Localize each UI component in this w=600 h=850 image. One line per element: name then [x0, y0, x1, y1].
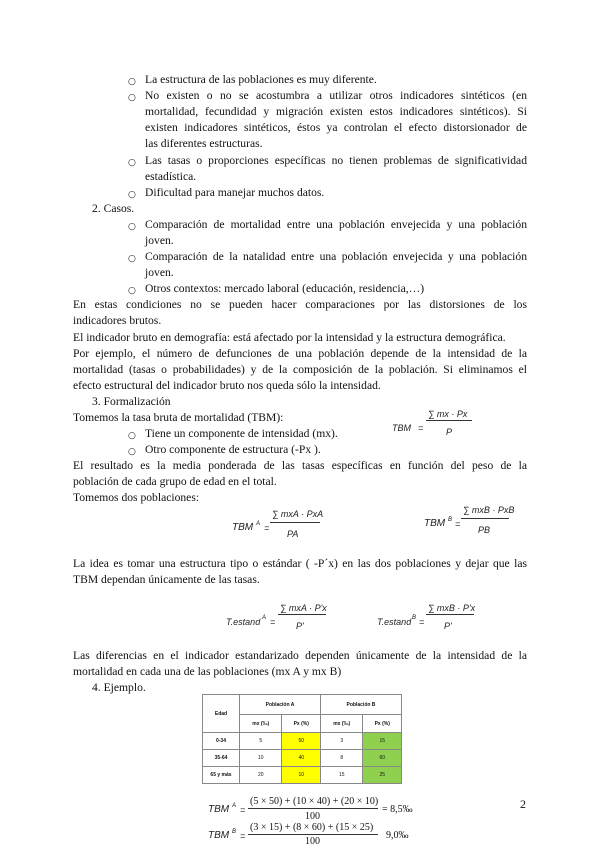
fraction-bar: [270, 522, 320, 523]
bullet-circle-icon: ○: [128, 158, 136, 168]
cell-pa: 50: [282, 733, 321, 750]
paragraph-line: efecto estructural del indicador bruto nos queda sólo la intensidad.: [73, 379, 381, 392]
cell-mb: 8: [320, 750, 362, 767]
paragraph-line: Las diferencias en el indicador estandarizado dependen únicamente de la intensidad de la: [73, 649, 527, 662]
bullet-text: las diferentes estructuras.: [145, 137, 263, 150]
cell-edad: 65 y más: [203, 767, 240, 784]
bullet-circle-icon: ○: [128, 222, 136, 232]
bullet-text: No existen o no se acostumbra a utilizar otros indicadores sintéticos (en: [145, 89, 527, 102]
fraction-bar: [426, 614, 474, 615]
bullet-circle-icon: ○: [128, 431, 136, 441]
bullet-circle-icon: ○: [128, 93, 136, 103]
cell-pa: 40: [282, 750, 321, 767]
bullet-circle-icon: ○: [128, 190, 136, 200]
bullet-text: Otros contextos: mercado laboral (educación, residencia,…): [145, 282, 425, 295]
bullet-text: joven.: [145, 266, 174, 279]
paragraph-line: El indicador bruto en demografía: está afectado por la intensidad y la estructura demográfica.: [73, 331, 506, 344]
bullet-text: existen indicadores sintéticos, éstos ya controlan el efecto distorsionador de: [145, 121, 527, 134]
fraction-bar: [278, 614, 326, 615]
paragraph-line: indicadores brutos.: [73, 314, 162, 327]
page-number: 2: [520, 797, 526, 811]
cell-ma: 5: [240, 733, 282, 750]
cell-pb: 60: [363, 750, 402, 767]
section-heading-casos: 2. Casos.: [92, 202, 135, 215]
bullet-text: La estructura de las poblaciones es muy diferente.: [145, 73, 377, 86]
subheader-mx-b: mx (‰): [320, 715, 362, 733]
section-heading-formalizacion: 3. Formalización: [92, 395, 171, 408]
cell-ma: 20: [240, 767, 282, 784]
bullet-text: joven.: [145, 234, 174, 247]
header-edad: Edad: [203, 695, 240, 733]
subheader-mx-a: mx (‰): [240, 715, 282, 733]
bullet-text: mortalidad, fecundidad y migración existen estos indicadores sintéticos). Si: [145, 105, 527, 118]
table-row: [203, 750, 402, 767]
paragraph-line: Tomemos la tasa bruta de mortalidad (TBM):: [73, 411, 284, 424]
subheader-px-b: Px (%): [363, 715, 402, 733]
bullet-circle-icon: ○: [128, 286, 136, 296]
paragraph-line: población de cada grupo de edad en el total.: [73, 475, 277, 488]
bullet-text: estadística.: [145, 170, 197, 183]
bullet-text: Comparación de la natalidad entre una población envejecida y una población: [145, 250, 527, 263]
bullet-text: Dificultad para manejar muchos datos.: [145, 186, 325, 199]
cell-mb: 3: [320, 733, 362, 750]
subheader-px-a: Px (%): [282, 715, 321, 733]
cell-pb: 15: [363, 733, 402, 750]
paragraph-line: En estas condiciones no se pueden hacer comparaciones por las distorsiones de los: [73, 298, 527, 311]
paragraph-line: mortalidad (tasas o probabilidades) y de la composición de la población. Si eliminamos el: [73, 363, 527, 376]
bullet-circle-icon: ○: [128, 447, 136, 457]
paragraph-line: La idea es tomar una estructura tipo o estándar ( -P´x) en las dos poblaciones y dejar que las: [73, 557, 527, 570]
section-heading-ejemplo: 4. Ejemplo.: [92, 681, 146, 694]
cell-pb: 25: [363, 767, 402, 784]
paragraph-line: El resultado es la media ponderada de las tasas específicas en función del peso de la: [73, 459, 527, 472]
bullet-text: Las tasas o proporciones específicas no tienen problemas de significatividad: [145, 154, 527, 167]
paragraph-line: TBM dependan únicamente de las tasas.: [73, 573, 260, 586]
bullet-text: Comparación de mortalidad entre una población envejecida y una población: [145, 218, 527, 231]
cell-pa: 10: [282, 767, 321, 784]
header-poblacion-b: Población B: [320, 695, 401, 715]
cell-edad: 35-64: [203, 750, 240, 767]
cell-edad: 0-34: [203, 733, 240, 750]
document-page: ○ La estructura de las poblaciones es muy diferente. ○ No existen o no se acostumbra a utilizar otros indicadores sintéticos (en mortalidad, fecundidad y migración existen estos indicadores sintéticos). Si existen indicadores sintéticos, éstos ya controlan el efecto distorsionador de las diferentes estructuras. ○ Las tasas o proporciones específicas no tienen problemas de significatividad estadística. ○ Dificultad para manejar muchos datos. 2. Casos. ○ Comparación de mortalidad entre una población envejecida y una población joven. ○ Comparación de la natalidad entre una población envejecida y una población joven. ○ Otros contextos: mercado laboral (educación, residencia,…) En estas condiciones no se pueden hacer comparaciones por las distorsiones de los indicadores brutos. El indicador bruto en demografía: está afectado por la intensidad y la estructura demográfica. Por ejemplo, el número de defunciones de una población depende de la intensidad de la mortalidad (tasas o probabilidades) y de la composición de la población. Si eliminamos el efecto estructural del indicador bruto nos queda sólo la intensidad. 3. Formalización Tomemos la tasa bruta de mortalidad (TBM): ○ Tiene un componente de intensidad (mx). ○ Otro componente de estructura (-Px ). TBM = ∑ mx · Px P El resultado es la media ponderada de las tasas específicas en función del peso de la población de cada grupo de edad en el total. Tomemos dos poblaciones: TBM A = ∑ mxA · PxA PA TBM B = ∑ mxB · PxB PB La idea es tomar una estructura tipo o estándar ( -P´x) en las dos poblaciones y dejar que las TBM dependan únicamente de las tasas. T.estand A = ∑ mxA · P'x P' T.estand B = ∑ mxB · P'x P' Las diferencias en el indicador estandarizado dependen únicamente de la intensidad de la mortalidad en cada una de las poblaciones (mx A y mx B) 4. Ejemplo. Edad Población A Población B mx (‰) Px (%) mx (‰) Px (%) 0-34 5 50 3 15 35-64 10 40 8 60 65 y más 20 10 15 25 TBM A = (5 × 50) + (10 × 40) + (20 × 10) 100 = 8,5‰ TBM B = (3 × 15) + (8 × 60) + (15 × 25) 100 9,0‰ 2: [73, 73, 527, 847]
table-row: [203, 767, 402, 784]
header-poblacion-a: Población A: [240, 695, 321, 715]
paragraph-line: Tomemos dos poblaciones:: [73, 491, 200, 504]
paragraph-line: Por ejemplo, el número de defunciones de una población depende de la intensidad de la: [73, 347, 527, 360]
example-table: [202, 694, 402, 784]
cell-ma: 10: [240, 750, 282, 767]
fraction-bar: [426, 420, 472, 421]
table-row: [203, 733, 402, 750]
bullet-circle-icon: ○: [128, 77, 136, 87]
cell-mb: 15: [320, 767, 362, 784]
bullet-circle-icon: ○: [128, 254, 136, 264]
paragraph-line: mortalidad en cada una de las poblaciones (mx A y mx B): [73, 665, 342, 678]
fraction-bar: [461, 518, 509, 519]
bullet-text: Otro componente de estructura (-Px ).: [145, 443, 321, 456]
bullet-text: Tiene un componente de intensidad (mx).: [145, 427, 338, 440]
